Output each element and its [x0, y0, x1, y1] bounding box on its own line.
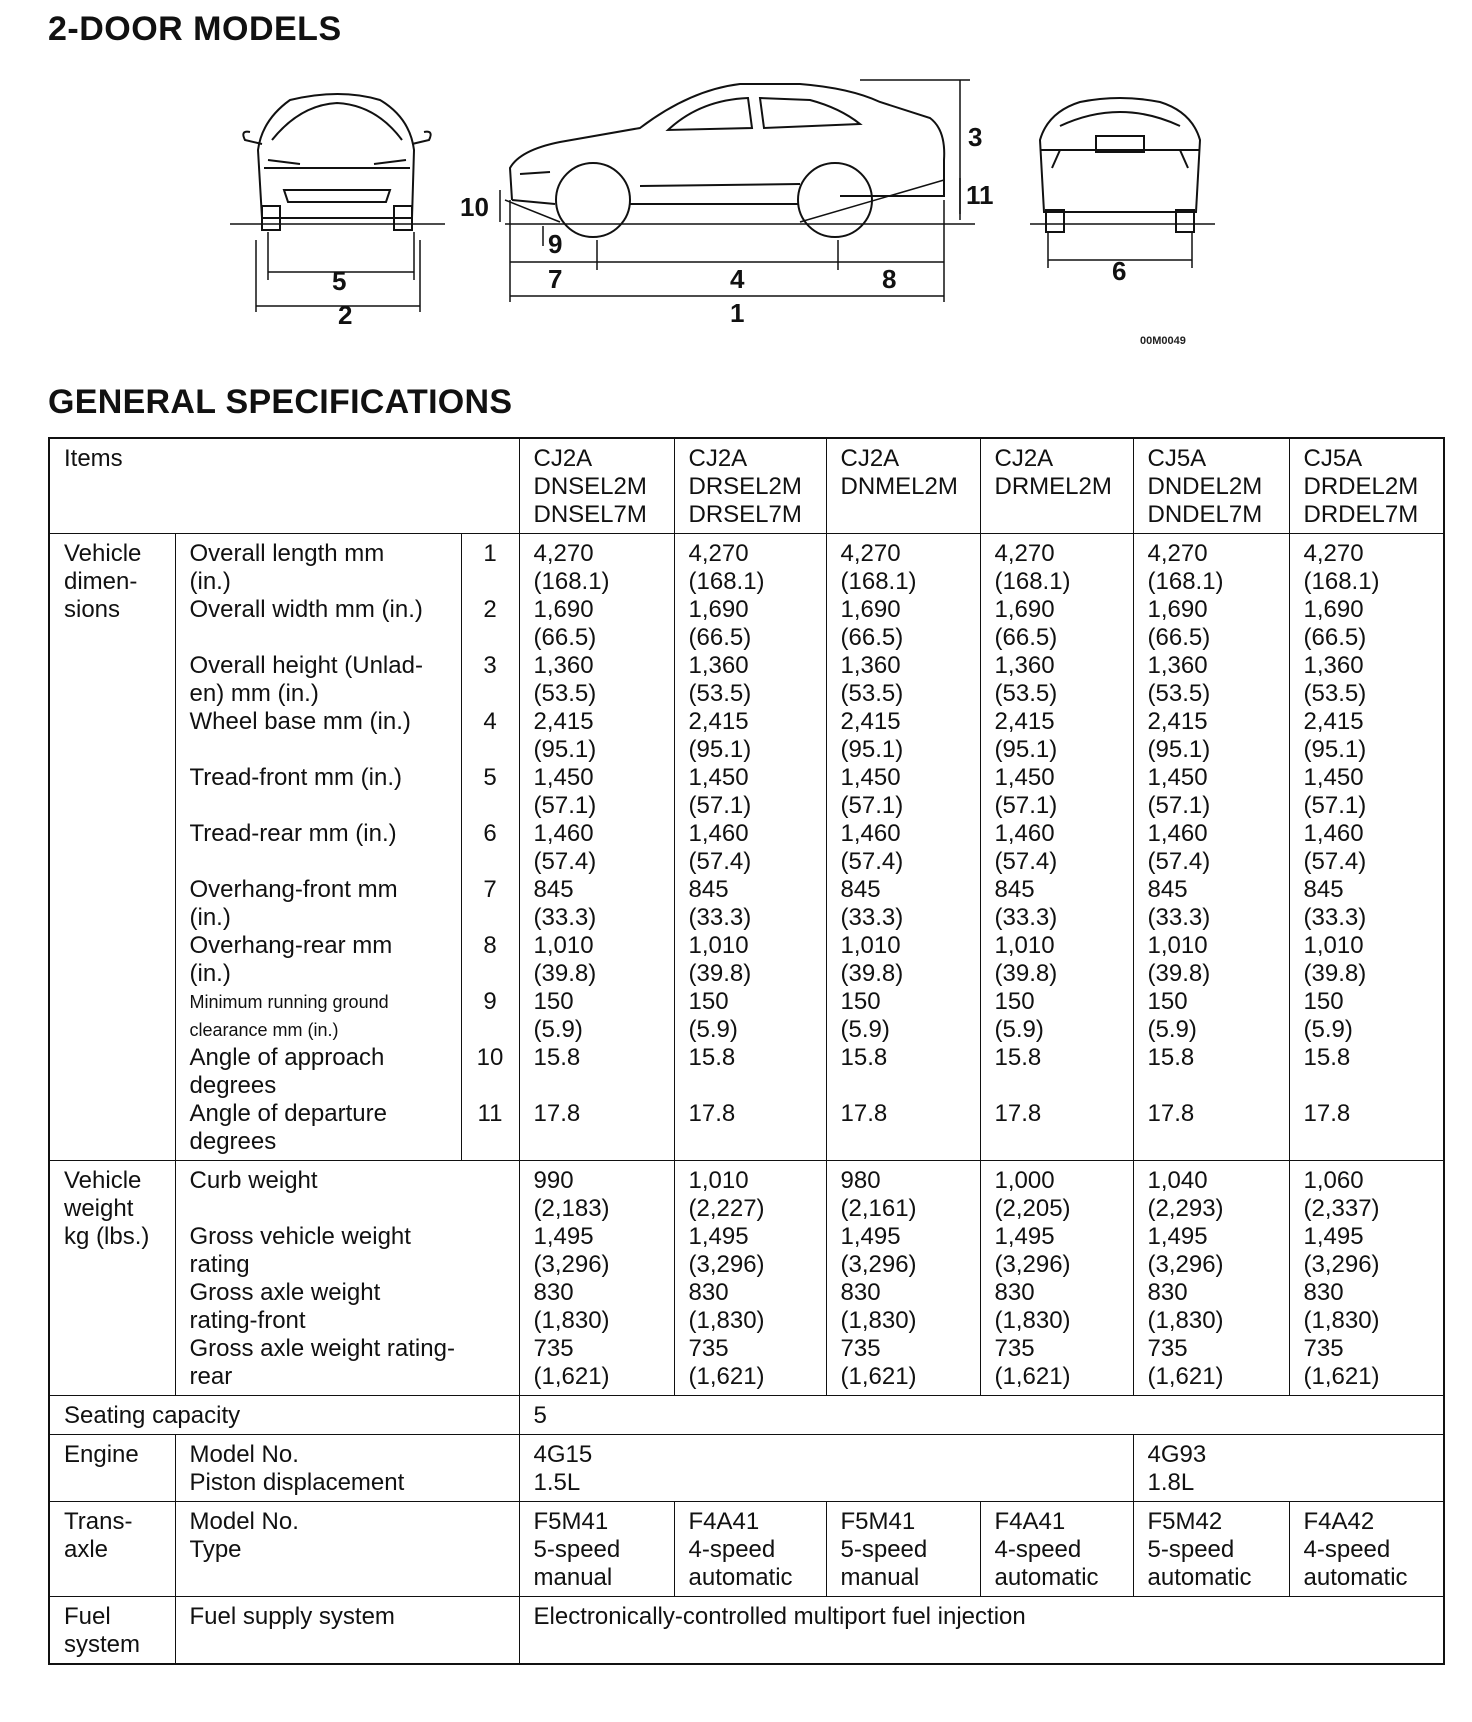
- table-row: [49, 534, 1444, 1161]
- fuel-label: Fuel supply system: [175, 1597, 519, 1665]
- model-header: CJ5A DRDEL2M DRDEL7M: [1289, 438, 1444, 534]
- group-label-engine: Engine: [49, 1435, 175, 1502]
- spec-table: [48, 437, 1445, 1665]
- vehicle-dimension-diagram: [0, 0, 1472, 360]
- table-row: [49, 1435, 1444, 1502]
- dimension-numbers: 1 2 3 4 5 6 7 8 9 10 11: [461, 534, 519, 1161]
- seating-label: Seating capacity: [49, 1396, 519, 1435]
- diagram-label-2: 2: [338, 300, 353, 330]
- model-header: CJ2A DNMEL2M: [826, 438, 980, 534]
- weight-values: 990 (2,183) 1,495 (3,296) 830 (1,830) 735 (1,621): [519, 1161, 674, 1396]
- table-row: [49, 1597, 1444, 1665]
- weight-values: 1,040 (2,293) 1,495 (3,296) 830 (1,830) 735 (1,621): [1133, 1161, 1289, 1396]
- dimension-labels: Overall length mm (in.) Overall width mm (in.) Overall height (Unlad- en) mm (in.) Wheel base mm (in.) Tread-front mm (in.) Tread-rear mm (in.) Overhang-front mm (in.) Overhang-rear mm (in.) Minimum running ground clearance mm (in.) Angle of approach degrees Angle of departure degrees: [175, 534, 461, 1161]
- dimension-values: 4,270 (168.1) 1,690 (66.5) 1,360 (53.5) 2,415 (95.1) 1,450 (57.1) 1,460 (57.4) 845 (33.3) 1,010 (39.8) 150 (5.9) 15.8 17.8: [674, 534, 826, 1161]
- engine-labels: Model No. Piston displacement: [175, 1435, 519, 1502]
- diagram-label-3: 3: [968, 122, 983, 152]
- diagram-label-8: 8: [882, 264, 897, 294]
- table-row: [49, 1502, 1444, 1597]
- diagram-label-6: 6: [1112, 256, 1127, 286]
- diagram-label-9: 9: [548, 229, 563, 259]
- dimension-lines: [230, 80, 1215, 312]
- seating-value: 5: [519, 1396, 1444, 1435]
- transaxle-value: F4A41 4-speed automatic: [674, 1502, 826, 1597]
- weight-labels: Curb weight Gross vehicle weight rating Gross axle weight rating-front Gross axle weight rating- rear: [175, 1161, 519, 1396]
- group-label-fuel: Fuel system: [49, 1597, 175, 1665]
- weight-values: 1,010 (2,227) 1,495 (3,296) 830 (1,830) 735 (1,621): [674, 1161, 826, 1396]
- table-row: [49, 1396, 1444, 1435]
- diagram-ref-code: 00M0049: [1140, 335, 1186, 347]
- dimension-values: 4,270 (168.1) 1,690 (66.5) 1,360 (53.5) 2,415 (95.1) 1,450 (57.1) 1,460 (57.4) 845 (33.3) 1,010 (39.8) 150 (5.9) 15.8 17.8: [1289, 534, 1444, 1161]
- weight-values: 1,060 (2,337) 1,495 (3,296) 830 (1,830) 735 (1,621): [1289, 1161, 1444, 1396]
- dimension-values: 4,270 (168.1) 1,690 (66.5) 1,360 (53.5) 2,415 (95.1) 1,450 (57.1) 1,460 (57.4) 845 (33.3) 1,010 (39.8) 150 (5.9) 15.8 17.8: [826, 534, 980, 1161]
- table-row: [49, 1161, 1444, 1396]
- section-title: GENERAL SPECIFICATIONS: [48, 383, 513, 421]
- transaxle-labels: Model No. Type: [175, 1502, 519, 1597]
- engine-value-1: 4G15 1.5L: [519, 1435, 1133, 1502]
- model-header: CJ2A DRMEL2M: [980, 438, 1133, 534]
- weight-values: 1,000 (2,205) 1,495 (3,296) 830 (1,830) 735 (1,621): [980, 1161, 1133, 1396]
- model-header: CJ2A DNSEL2M DNSEL7M: [519, 438, 674, 534]
- diagram-label-10: 10: [460, 192, 489, 222]
- dimension-values: 4,270 (168.1) 1,690 (66.5) 1,360 (53.5) 2,415 (95.1) 1,450 (57.1) 1,460 (57.4) 845 (33.3) 1,010 (39.8) 150 (5.9) 15.8 17.8: [519, 534, 674, 1161]
- group-label-transaxle: Trans- axle: [49, 1502, 175, 1597]
- table-header-row: [49, 438, 1444, 534]
- diagram-label-4: 4: [730, 264, 745, 294]
- side-view-car: [510, 84, 944, 237]
- model-header: CJ2A DRSEL2M DRSEL7M: [674, 438, 826, 534]
- group-label-weight: Vehicle weight kg (lbs.): [49, 1161, 175, 1396]
- dimension-values: 4,270 (168.1) 1,690 (66.5) 1,360 (53.5) 2,415 (95.1) 1,450 (57.1) 1,460 (57.4) 845 (33.3) 1,010 (39.8) 150 (5.9) 15.8 17.8: [1133, 534, 1289, 1161]
- diagram-label-5: 5: [332, 266, 347, 296]
- model-header: CJ5A DNDEL2M DNDEL7M: [1133, 438, 1289, 534]
- page-title: 2-DOOR MODELS: [48, 10, 342, 48]
- engine-value-2: 4G93 1.8L: [1133, 1435, 1444, 1502]
- diagram-label-1: 1: [730, 298, 745, 328]
- fuel-value: Electronically-controlled multiport fuel injection: [519, 1597, 1444, 1665]
- dimension-values: 4,270 (168.1) 1,690 (66.5) 1,360 (53.5) 2,415 (95.1) 1,450 (57.1) 1,460 (57.4) 845 (33.3) 1,010 (39.8) 150 (5.9) 15.8 17.8: [980, 534, 1133, 1161]
- front-view-car: [243, 94, 430, 230]
- rear-view-car: [1040, 98, 1200, 232]
- diagram-label-11: 11: [966, 180, 994, 210]
- weight-values: 980 (2,161) 1,495 (3,296) 830 (1,830) 735 (1,621): [826, 1161, 980, 1396]
- transaxle-value: F5M41 5-speed manual: [826, 1502, 980, 1597]
- transaxle-value: F4A41 4-speed automatic: [980, 1502, 1133, 1597]
- transaxle-value: F5M42 5-speed automatic: [1133, 1502, 1289, 1597]
- transaxle-value: F4A42 4-speed automatic: [1289, 1502, 1444, 1597]
- group-label-dimensions: Vehicle dimen- sions: [49, 534, 175, 1161]
- items-header: Items: [49, 438, 519, 534]
- diagram-label-7: 7: [548, 264, 563, 294]
- transaxle-value: F5M41 5-speed manual: [519, 1502, 674, 1597]
